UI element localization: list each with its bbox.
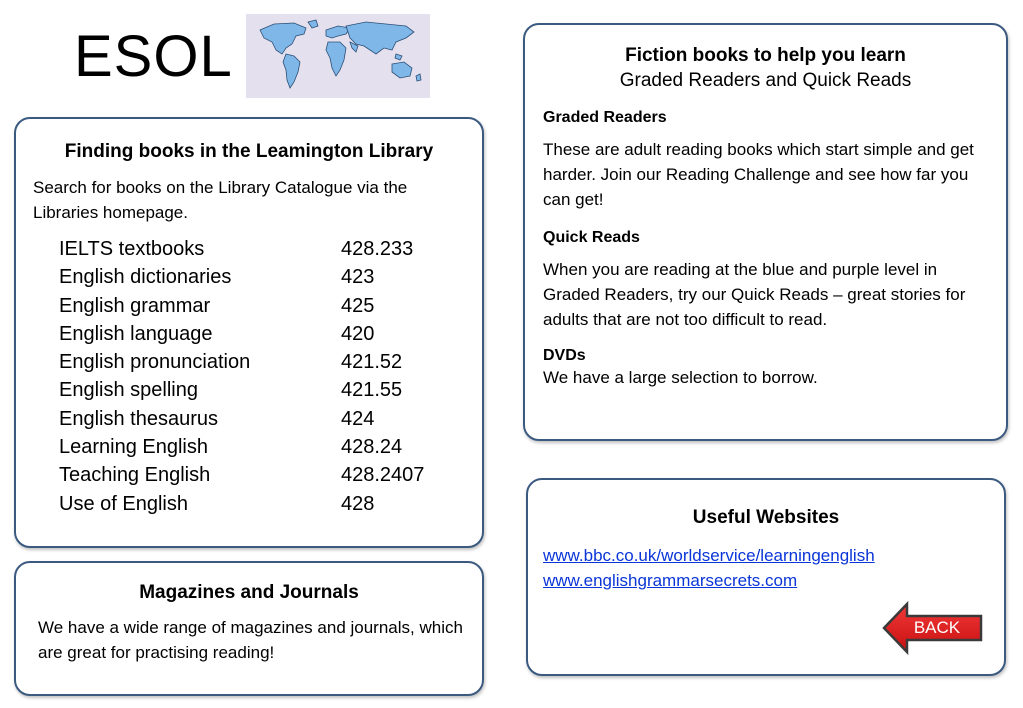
dewey-code-cell: 421.55: [341, 379, 403, 402]
subject-cell: Use of English: [59, 492, 188, 515]
page-title: ESOL: [74, 24, 233, 89]
subject-cell: English pronunciation: [59, 351, 251, 374]
link-bbc-learningenglish[interactable]: www.bbc.co.uk/worldservice/learningenglish: [543, 546, 875, 565]
table-row: [59, 376, 424, 404]
graded-readers-text: These are adult reading books which start simple and get harder. Join our Reading Challenge and see how far you can get!: [543, 140, 974, 209]
table-row: [59, 320, 424, 348]
table-row: [59, 433, 424, 461]
dewey-code-cell: 428.2407: [341, 464, 425, 487]
subject-cell: English language: [59, 322, 213, 345]
subject-cell: IELTS textbooks: [59, 238, 205, 260]
subject-cell: English grammar: [59, 294, 211, 317]
finding-books-intro: Search for books on the Library Catalogue via the Libraries homepage.: [33, 178, 408, 222]
dewey-code-cell: 424: [341, 407, 375, 430]
subject-cell: English thesaurus: [59, 407, 218, 430]
dewey-code-cell: 423: [341, 266, 375, 289]
table-row: [59, 292, 424, 320]
dewey-code-cell: 428: [341, 492, 375, 515]
dvds-text: We have a large selection to borrow.: [543, 368, 818, 387]
back-button-label: BACK: [913, 618, 961, 637]
finding-books-panel: [14, 117, 484, 548]
link-englishgrammarsecrets[interactable]: www.englishgrammarsecrets.com: [543, 571, 798, 590]
subject-cell: Teaching English: [59, 464, 211, 487]
table-row: [59, 405, 424, 433]
dewey-code-cell: 425: [341, 294, 375, 317]
graded-readers-label: Graded Readers: [543, 109, 667, 126]
dewey-code-cell: 428.24: [341, 436, 403, 459]
back-button[interactable]: [880, 601, 985, 655]
subject-cell: Learning English: [59, 436, 208, 459]
dewey-code-cell: 428.233: [341, 238, 414, 260]
fiction-subtitle: Graded Readers and Quick Reads: [619, 70, 912, 91]
magazines-text: We have a wide range of magazines and journals, which are great for practising reading!: [38, 618, 463, 662]
dewey-code-cell: 421.52: [341, 351, 403, 374]
table-row: [59, 490, 424, 518]
fiction-title: Fiction books to help you learn: [625, 45, 906, 66]
magazines-panel: [14, 561, 484, 696]
table-row: [59, 235, 424, 263]
table-row: [59, 348, 424, 376]
table-row: [59, 263, 424, 291]
dewey-code-cell: 420: [341, 322, 375, 345]
magazines-title: Magazines and Journals: [139, 582, 359, 603]
fiction-panel: [523, 23, 1008, 441]
subject-cell: English dictionaries: [59, 266, 232, 289]
world-map-icon: [246, 14, 430, 98]
classification-table: [59, 235, 424, 518]
subject-cell: English spelling: [59, 379, 198, 402]
quick-reads-label: Quick Reads: [543, 229, 640, 246]
websites-title: Useful Websites: [692, 507, 840, 528]
quick-reads-text: When you are reading at the blue and purple level in Graded Readers, try our Quick Reads – great stories for adults that are not too difficult to read.: [543, 260, 966, 329]
table-row: [59, 461, 424, 489]
dvds-label: DVDs: [543, 347, 586, 364]
finding-books-title: Finding books in the Leamington Library: [64, 141, 434, 162]
